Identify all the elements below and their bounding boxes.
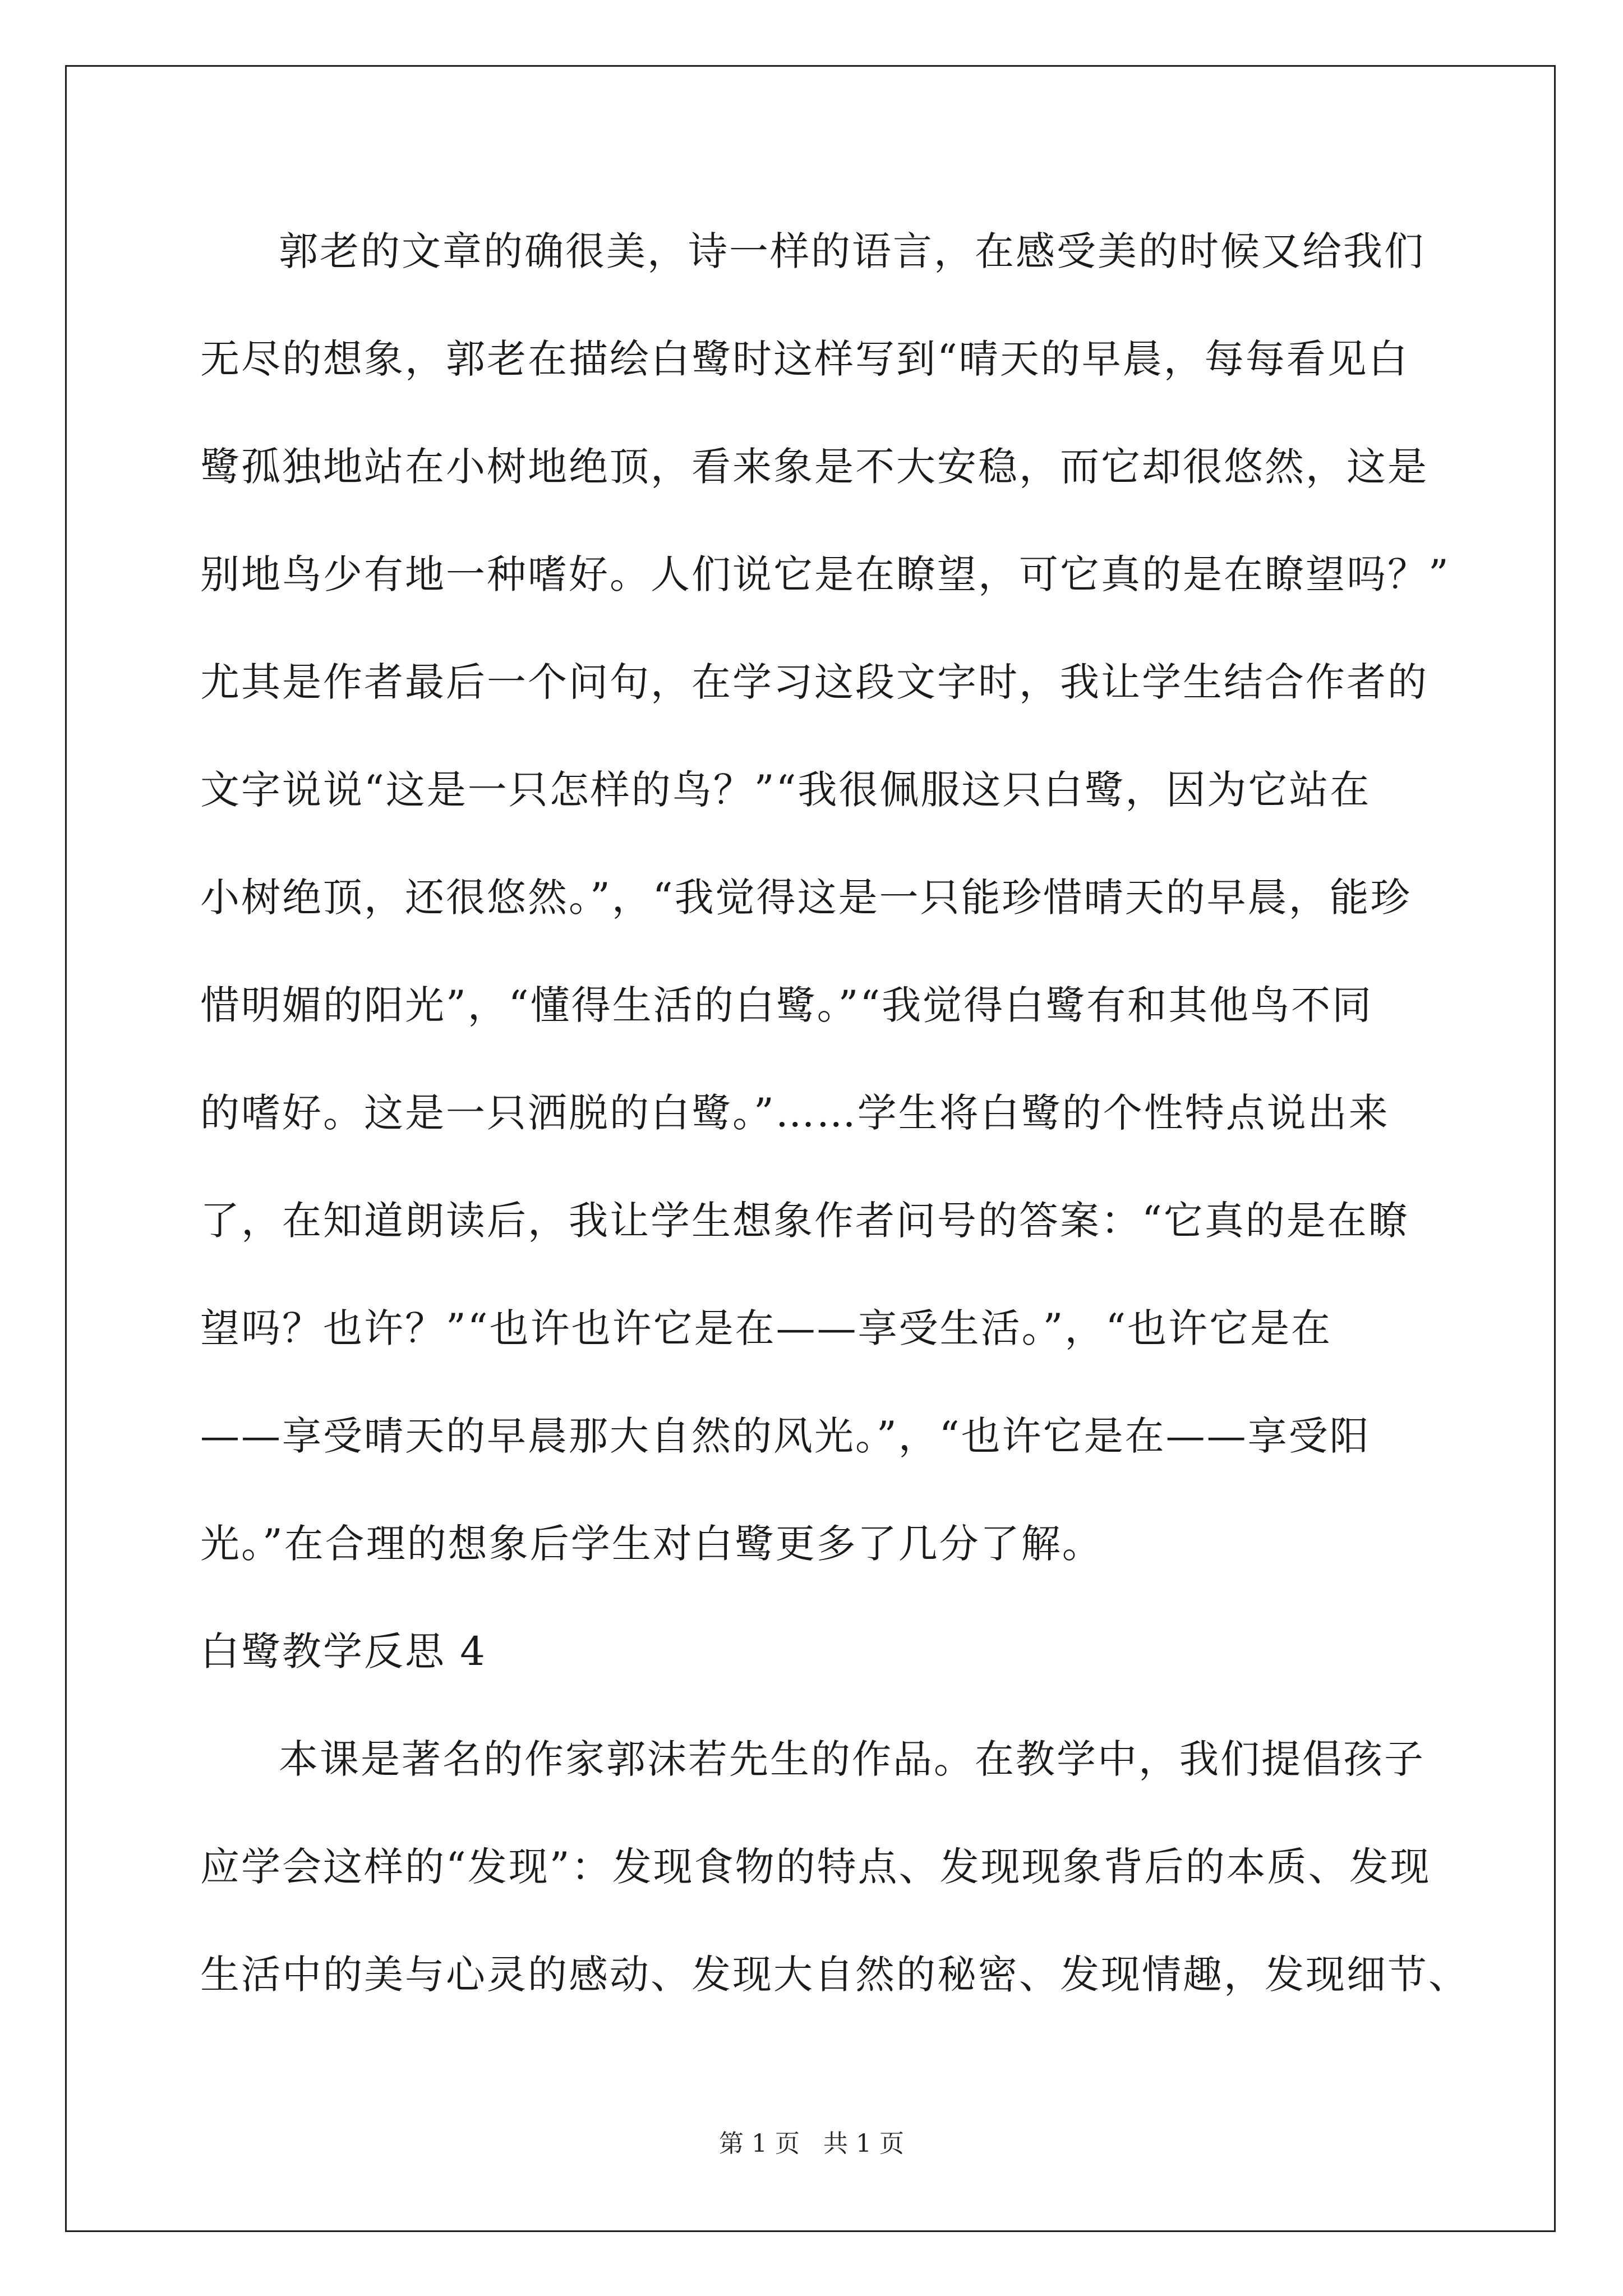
text-line: 小树绝顶，还很悠然。”，“我觉得这是一只能珍惜晴天的早晨，能珍 xyxy=(200,875,1412,921)
text-line: 生活中的美与心灵的感动、发现大自然的秘密、发现情趣，发现细节、 xyxy=(200,1952,1469,1998)
text-line: 无尽的想象，郭老在描绘白鹭时这样写到“晴天的早晨，每每看见白 xyxy=(200,336,1409,382)
page-number: 第 1 页 xyxy=(719,2129,800,2158)
text-line: 的嗜好。这是一只洒脱的白鹭。”……学生将白鹭的个性特点说出来 xyxy=(200,1090,1390,1136)
text-line: 惜明媚的阳光”，“懂得生活的白鹭。”“我觉得白鹭有和其他鸟不同 xyxy=(200,982,1373,1028)
text-line: 尤其是作者最后一个问句，在学习这段文字时，我让学生结合作者的 xyxy=(200,659,1428,705)
text-line: 光。”在合理的想象后学生对白鹭更多了几分了解。 xyxy=(200,1521,1103,1567)
text-line: 鹭孤独地站在小树地绝顶，看来象是不大安稳，而它却很悠然，这是 xyxy=(200,444,1428,490)
text-line: ——享受晴天的早晨那大自然的风光。”，“也许它是在——享受阳 xyxy=(200,1413,1371,1459)
page-footer xyxy=(0,2127,1623,2161)
text-line: 本课是著名的作家郭沫若先生的作品。在教学中，我们提倡孩子 xyxy=(279,1736,1425,1782)
text-line: 郭老的文章的确很美，诗一样的语言，在感受美的时候又给我们 xyxy=(279,228,1425,274)
section-heading: 白鹭教学反思 4 xyxy=(200,1628,487,1674)
page-total: 共 1 页 xyxy=(823,2129,904,2158)
page-border xyxy=(65,65,1556,2232)
text-line: 应学会这样的“发现”：发现食物的特点、发现现象背后的本质、发现 xyxy=(200,1844,1431,1890)
text-line: 别地鸟少有地一种嗜好。人们说它是在瞭望，可它真的是在瞭望吗？” xyxy=(200,551,1450,597)
text-line: 文字说说“这是一只怎样的鸟？”“我很佩服这只白鹭，因为它站在 xyxy=(200,767,1371,813)
text-line: 了，在知道朗读后，我让学生想象作者问号的答案：“它真的是在瞭 xyxy=(200,1198,1409,1244)
text-line: 望吗？也许？”“也许也许它是在——享受生活。”，“也许它是在 xyxy=(200,1305,1332,1351)
